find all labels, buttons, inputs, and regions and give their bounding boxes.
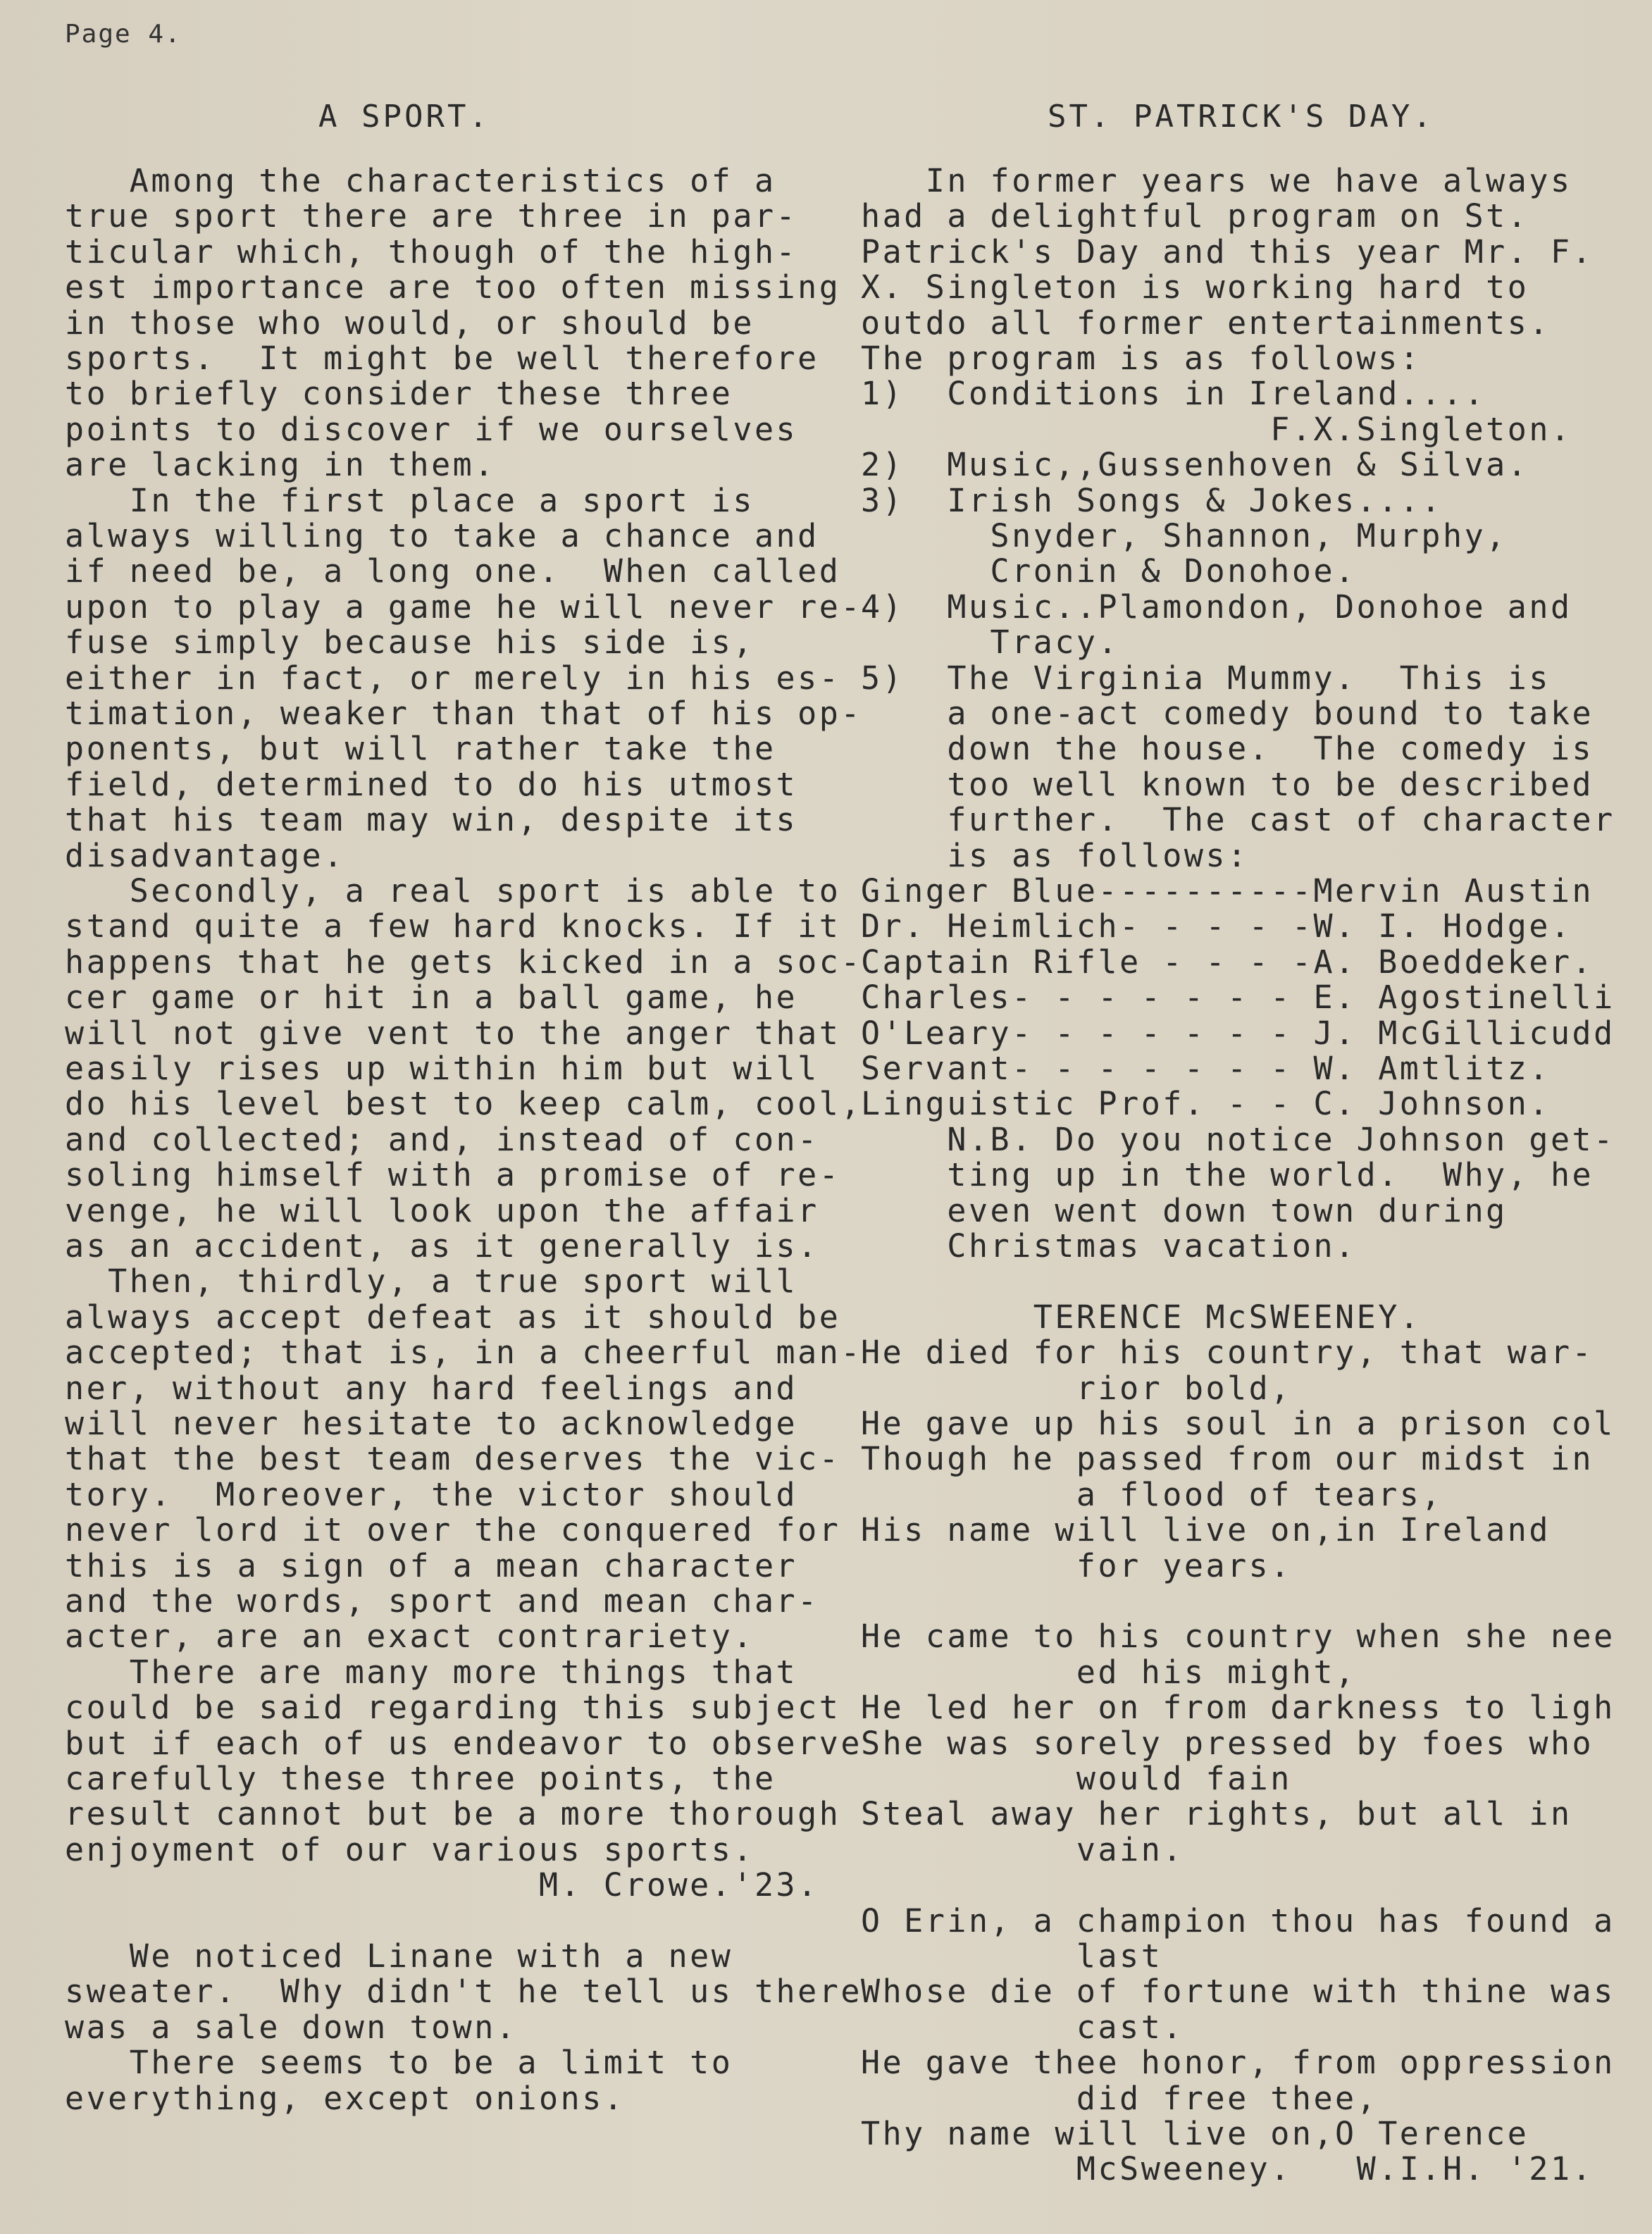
text-line: TERENCE McSWEENEY. bbox=[861, 1298, 1422, 1336]
text-line: a flood of tears, bbox=[861, 1475, 1443, 1513]
text-line: had a delightful program on St. bbox=[861, 197, 1529, 235]
text-line: sweater. Why didn't he tell us there bbox=[65, 1973, 862, 2011]
text-line: and collected; and, instead of con- bbox=[65, 1120, 819, 1158]
text-line: est importance are too often missing bbox=[65, 268, 841, 306]
text-line: M. Crowe.'23. bbox=[65, 1866, 819, 1904]
text-line: always willing to take a chance and bbox=[65, 517, 819, 554]
text-line: everything, except onions. bbox=[65, 2079, 626, 2117]
text-line: Tracy. bbox=[861, 623, 1120, 662]
text-line: to briefly consider these three bbox=[65, 375, 733, 413]
text-line: that the best team deserves the vic- bbox=[65, 1440, 841, 1478]
text-line: easily rises up within him but will bbox=[65, 1050, 819, 1087]
text-line: Ginger Blue----------Mervin Austin bbox=[861, 872, 1594, 910]
text-line: Dr. Heimlich- - - - -W. I. Hodge. bbox=[861, 907, 1572, 945]
text-line: She was sorely pressed by foes who bbox=[861, 1724, 1594, 1762]
text-line: Servant- - - - - - - W. Amtlitz. bbox=[861, 1050, 1551, 1087]
text-line: 4) Music..Plamondon, Donohoe and bbox=[861, 588, 1572, 626]
text-line: Charles- - - - - - - E. Agostinelli bbox=[861, 979, 1615, 1017]
text-line: Christmas vacation. bbox=[861, 1227, 1357, 1265]
text-line: happens that he gets kicked in a soc- bbox=[65, 943, 862, 981]
text-line: enjoyment of our various sports. bbox=[65, 1830, 754, 1868]
text-line: Though he passed from our midst in bbox=[861, 1440, 1594, 1478]
text-line: field, determined to do his utmost bbox=[65, 765, 798, 803]
text-line: acter, are an exact contrariety. bbox=[65, 1618, 754, 1656]
text-line: 3) Irish Songs & Jokes.... bbox=[861, 481, 1443, 519]
text-line: for years. bbox=[861, 1546, 1292, 1584]
text-line: 2) Music,,Gussenhoven & Silva. bbox=[861, 446, 1529, 484]
text-line: further. The cast of character bbox=[861, 801, 1615, 839]
text-line: 1) Conditions in Ireland.... bbox=[861, 375, 1486, 413]
text-line: Captain Rifle - - - -A. Boeddeker. bbox=[861, 943, 1594, 981]
text-line: would fain bbox=[861, 1760, 1292, 1797]
text-line: ting up in the world. Why, he bbox=[861, 1156, 1594, 1194]
text-line: N.B. Do you notice Johnson get- bbox=[861, 1120, 1615, 1158]
article-title-a-sport: A SPORT. bbox=[318, 99, 490, 135]
text-line: points to discover if we ourselves bbox=[65, 410, 798, 448]
text-line: was a sale down town. bbox=[65, 2008, 518, 2046]
text-line: do his level best to keep calm, cool, bbox=[65, 1085, 862, 1123]
text-line: true sport there are three in par- bbox=[65, 197, 798, 235]
text-line: last bbox=[861, 1937, 1163, 1975]
text-line: are lacking in them. bbox=[65, 446, 496, 484]
text-line: never lord it over the conquered for bbox=[65, 1511, 841, 1549]
text-line: disadvantage. bbox=[65, 836, 345, 874]
text-line: cer game or hit in a ball game, he bbox=[65, 979, 798, 1017]
text-line: In former years we have always bbox=[861, 162, 1572, 199]
text-line: sports. It might be well therefore bbox=[65, 340, 819, 377]
text-line: He died for his country, that war- bbox=[861, 1334, 1594, 1372]
text-line: There seems to be a limit to bbox=[65, 2044, 733, 2082]
text-line: He led her on from darkness to ligh bbox=[861, 1689, 1615, 1727]
text-line: cast. bbox=[861, 2008, 1184, 2046]
text-line: will not give vent to the anger that bbox=[65, 1014, 841, 1052]
text-line: We noticed Linane with a new bbox=[65, 1937, 733, 1975]
text-line: Linguistic Prof. - - C. Johnson. bbox=[861, 1085, 1551, 1123]
text-line: carefully these three points, the bbox=[65, 1760, 776, 1797]
article-title-st-patricks-day: ST. PATRICK'S DAY. bbox=[1048, 99, 1434, 135]
text-line: could be said regarding this subject bbox=[65, 1689, 841, 1727]
text-line: F.X.Singleton. bbox=[861, 410, 1572, 448]
text-line: will never hesitate to acknowledge bbox=[65, 1405, 798, 1442]
text-line: Cronin & Donohoe. bbox=[861, 552, 1357, 590]
text-line: as an accident, as it generally is. bbox=[65, 1227, 819, 1265]
text-line: Snyder, Shannon, Murphy, bbox=[861, 517, 1508, 554]
text-line: venge, he will look upon the affair bbox=[65, 1191, 819, 1229]
text-line: Then, thirdly, a true sport will bbox=[65, 1262, 798, 1301]
text-line: O Erin, a champion thou has found a bbox=[861, 1901, 1615, 1940]
text-line: rior bold, bbox=[861, 1369, 1292, 1407]
text-line: ed his might, bbox=[861, 1653, 1357, 1691]
text-line: accepted; that is, in a cheerful man- bbox=[65, 1334, 862, 1372]
text-line: this is a sign of a mean character bbox=[65, 1546, 798, 1584]
page-number: Page 4. bbox=[65, 20, 182, 49]
text-line: Steal away her rights, but all in bbox=[861, 1795, 1572, 1833]
text-line: fuse simply because his side is, bbox=[65, 623, 754, 662]
text-line: McSweeney. W.I.H. '21. bbox=[861, 2150, 1594, 2188]
text-line: stand quite a few hard knocks. If it bbox=[65, 907, 841, 945]
text-line: either in fact, or merely in his es- bbox=[65, 659, 841, 697]
text-line: a one-act comedy bound to take bbox=[861, 695, 1594, 732]
text-line: outdo all former entertainments. bbox=[861, 304, 1551, 342]
text-line: even went down town during bbox=[861, 1191, 1508, 1229]
text-line: down the house. The comedy is bbox=[861, 730, 1594, 768]
text-line: He gave up his soul in a prison col bbox=[861, 1405, 1615, 1442]
text-line: timation, weaker than that of his op- bbox=[65, 695, 862, 732]
text-line: His name will live on,in Ireland bbox=[861, 1511, 1551, 1549]
text-line: He gave thee honor, from oppression bbox=[861, 2044, 1615, 2082]
text-line: In the first place a sport is bbox=[65, 481, 754, 519]
text-line: Secondly, a real sport is able to bbox=[65, 872, 841, 910]
text-line: is as follows: bbox=[861, 836, 1249, 874]
text-line: in those who would, or should be bbox=[65, 304, 754, 342]
text-line: but if each of us endeavor to observe bbox=[65, 1724, 862, 1762]
text-line: ponents, but will rather take the bbox=[65, 730, 776, 768]
text-line: upon to play a game he will never re- bbox=[65, 588, 862, 626]
text-line: vain. bbox=[861, 1830, 1184, 1868]
text-line: He came to his country when she nee bbox=[861, 1618, 1615, 1656]
text-line: and the words, sport and mean char- bbox=[65, 1582, 819, 1620]
text-line: if need be, a long one. When called bbox=[65, 552, 841, 590]
text-line: tory. Moreover, the victor should bbox=[65, 1475, 798, 1513]
text-line: ticular which, though of the high- bbox=[65, 232, 798, 271]
text-line: The program is as follows: bbox=[861, 340, 1422, 377]
text-line: Thy name will live on,O Terence bbox=[861, 2115, 1529, 2152]
text-line: There are many more things that bbox=[65, 1653, 798, 1691]
text-line: too well known to be described bbox=[861, 765, 1594, 803]
text-line: O'Leary- - - - - - - J. McGillicudd bbox=[861, 1014, 1615, 1052]
text-line: soling himself with a promise of re- bbox=[65, 1156, 841, 1194]
text-line: did free thee, bbox=[861, 2079, 1379, 2117]
text-line: 5) The Virginia Mummy. This is bbox=[861, 659, 1551, 697]
text-line: result cannot but be a more thorough bbox=[65, 1795, 841, 1833]
text-line: ner, without any hard feelings and bbox=[65, 1369, 798, 1407]
text-line: that his team may win, despite its bbox=[65, 801, 798, 839]
text-line: Whose die of fortune with thine was bbox=[861, 1973, 1615, 2011]
text-line: X. Singleton is working hard to bbox=[861, 268, 1529, 306]
text-line: Patrick's Day and this year Mr. F. bbox=[861, 232, 1594, 271]
text-line: always accept defeat as it should be bbox=[65, 1298, 841, 1336]
text-line: Among the characteristics of a bbox=[65, 162, 776, 199]
